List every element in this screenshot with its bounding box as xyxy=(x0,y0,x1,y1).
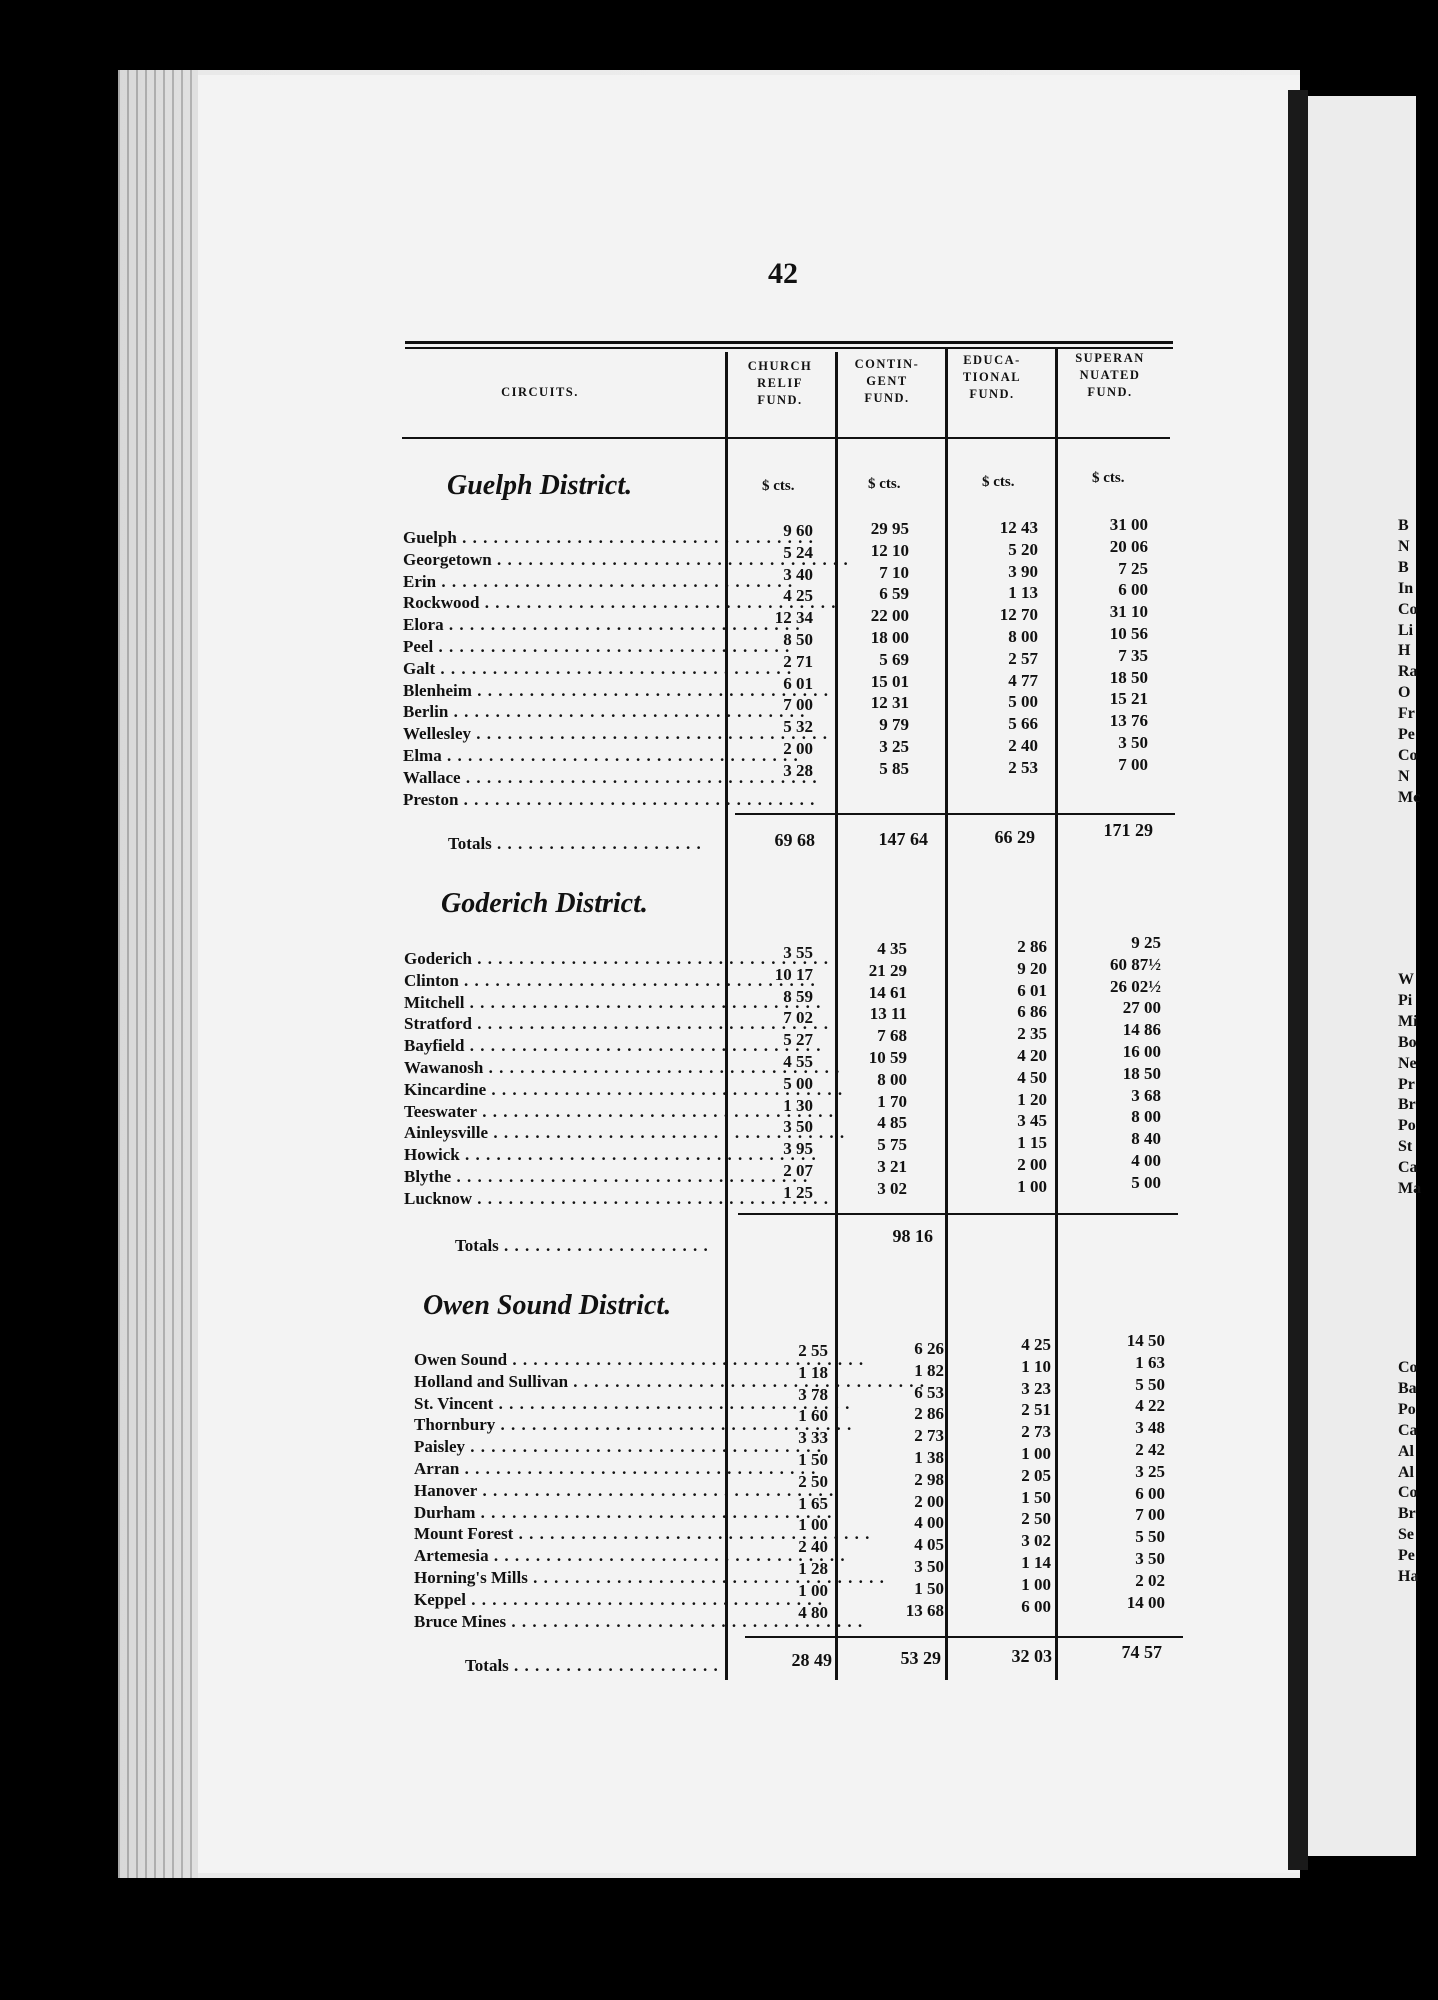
church-relief-value: 1 00 xyxy=(798,1515,828,1535)
contingent-value: 21 29 xyxy=(868,960,907,980)
educational-value: 3 90 xyxy=(1008,561,1038,581)
circuit-name: Berlin . . . xyxy=(403,701,713,723)
owen-sound-total-educational: 32 03 xyxy=(1011,1646,1052,1666)
superannuated-value: 7 25 xyxy=(1118,558,1148,578)
church-relief-value: 1 65 xyxy=(798,1493,828,1513)
contingent-value: 5 75 xyxy=(877,1135,907,1155)
page-number: 42 xyxy=(768,257,798,290)
circuit-name: Horning's Mills . . . xyxy=(414,1567,724,1589)
contingent-value: 13 11 xyxy=(869,1004,907,1024)
contingent-value xyxy=(824,780,909,802)
guelph-educational-values xyxy=(953,517,1038,800)
educational-value: 4 25 xyxy=(1021,1335,1051,1354)
contingent-value: 3 25 xyxy=(879,736,909,756)
circuit-name: Georgetown . . . xyxy=(403,549,713,571)
contingent-value: 4 35 xyxy=(877,939,907,958)
unit-label: $ cts. xyxy=(982,474,1015,490)
church-relief-value: 2 55 xyxy=(798,1341,828,1360)
circuit-name: Mount Forest . . . xyxy=(414,1523,724,1545)
superannuated-value: 15 21 xyxy=(1109,689,1148,709)
contingent-value: 3 02 xyxy=(877,1178,907,1198)
educational-value: 12 43 xyxy=(999,518,1038,537)
church-relief-value: 2 40 xyxy=(798,1537,828,1557)
church-relief-value: 2 50 xyxy=(798,1471,828,1491)
adjacent-page-fragment: Ne xyxy=(1398,1054,1417,1072)
superannuated-value: 2 02 xyxy=(1135,1570,1165,1590)
church-relief-value: 2 07 xyxy=(783,1160,813,1180)
educational-value: 1 00 xyxy=(1017,1176,1047,1196)
adjacent-page-fragment: Po xyxy=(1398,1400,1416,1418)
circuit-name: Wellesley . . . xyxy=(403,723,713,745)
superannuated-value: 10 56 xyxy=(1109,623,1148,643)
superannuated-value: 3 50 xyxy=(1118,732,1148,752)
adjacent-page-fragment: Co xyxy=(1398,1359,1418,1376)
goderich-educational-values xyxy=(962,936,1047,1198)
church-relief-value: 4 55 xyxy=(783,1051,813,1071)
educational-value: 2 73 xyxy=(1021,1422,1051,1442)
superannuated-value: 27 00 xyxy=(1122,998,1161,1018)
owen-sound-church-relief-values xyxy=(743,1340,828,1623)
educational-value: 2 86 xyxy=(1017,937,1047,956)
guelph-total-superannuated: 171 29 xyxy=(1103,820,1153,840)
church-relief-value: 1 18 xyxy=(798,1362,828,1382)
adjacent-page-fragment: Ca xyxy=(1398,1421,1418,1439)
adjacent-page-fragment: St xyxy=(1398,1138,1413,1156)
educational-value: 3 45 xyxy=(1017,1111,1047,1131)
educational-value: 2 05 xyxy=(1021,1465,1051,1485)
contingent-value: 12 10 xyxy=(870,540,909,560)
district-title-guelph: Guelph District. xyxy=(447,470,633,501)
adjacent-page-fragment: Mi xyxy=(1398,1012,1418,1030)
guelph-total-contingent: 147 64 xyxy=(878,829,928,849)
circuit-name: Hanover . . . xyxy=(414,1480,724,1502)
adjacent-page-fragment: Pe xyxy=(1398,1547,1415,1565)
circuit-name: Blenheim . . . xyxy=(403,680,713,702)
circuit-name: Keppel . . . xyxy=(414,1589,724,1611)
church-relief-value xyxy=(728,782,813,804)
adjacent-page-fragment: Co xyxy=(1398,600,1418,618)
goderich-total-contingent: 98 16 xyxy=(892,1226,933,1246)
guelph-totals-rule xyxy=(735,813,1175,815)
superannuated-value: 8 00 xyxy=(1131,1107,1161,1127)
superannuated-value: 3 68 xyxy=(1131,1085,1161,1105)
book-binding xyxy=(1288,90,1308,1870)
contingent-value: 14 61 xyxy=(868,982,907,1002)
owen-sound-total-church: 28 49 xyxy=(791,1650,832,1670)
superannuated-value: 7 00 xyxy=(1118,754,1148,774)
educational-value: 2 50 xyxy=(1021,1509,1051,1529)
church-relief-value: 3 28 xyxy=(783,760,813,780)
superannuated-value xyxy=(1063,776,1148,798)
contingent-value: 9 79 xyxy=(879,715,909,735)
church-relief-value: 3 78 xyxy=(798,1384,828,1404)
superannuated-value: 14 50 xyxy=(1126,1331,1165,1350)
circuit-name: Guelph . . . xyxy=(403,527,713,549)
circuit-name: Ainleysville . . . xyxy=(404,1122,714,1144)
circuit-name: Elora . . . xyxy=(403,614,713,636)
adjacent-page-block-3 xyxy=(1398,1358,1438,1588)
adjacent-page-fragment: Ma xyxy=(1398,1180,1422,1198)
owen-sound-totals-label: Totals . . . xyxy=(465,1656,725,1676)
superannuated-value: 2 42 xyxy=(1135,1439,1165,1459)
church-relief-value: 1 50 xyxy=(798,1449,828,1469)
owen-sound-superannuated-values xyxy=(1080,1330,1165,1613)
adjacent-page xyxy=(1308,96,1422,1856)
column-header-church-relief: CHURCH RELIF FUND. xyxy=(747,359,813,407)
superannuated-value: 20 06 xyxy=(1109,536,1148,556)
contingent-value: 10 59 xyxy=(868,1047,907,1067)
educational-value: 5 20 xyxy=(1008,539,1038,559)
contingent-value: 3 21 xyxy=(877,1156,907,1176)
church-relief-value: 1 60 xyxy=(798,1406,828,1426)
contingent-value: 2 98 xyxy=(914,1469,944,1489)
column-divider-3 xyxy=(945,348,948,1680)
adjacent-page-fragment: Br xyxy=(1398,1096,1416,1114)
contingent-value: 4 00 xyxy=(914,1513,944,1533)
circuit-name: Erin . . . xyxy=(403,571,713,593)
circuit-name: Owen Sound . . . xyxy=(414,1349,724,1371)
superannuated-value: 18 50 xyxy=(1122,1063,1161,1083)
column-header-contingent: CONTIN- GENT FUND. xyxy=(854,357,920,405)
owen-sound-total-superannuated: 74 57 xyxy=(1121,1642,1162,1662)
educational-value: 3 02 xyxy=(1021,1531,1051,1551)
educational-value: 1 10 xyxy=(1021,1356,1051,1376)
educational-value: 4 77 xyxy=(1008,670,1038,690)
contingent-value: 18 00 xyxy=(870,627,909,647)
church-relief-value: 7 02 xyxy=(783,1008,813,1028)
unit-label: $ cts. xyxy=(1092,470,1125,486)
guelph-totals-label: Totals . . . xyxy=(448,834,708,854)
adjacent-page-fragment: N xyxy=(1398,767,1410,785)
church-relief-value: 12 34 xyxy=(774,608,813,628)
superannuated-value: 4 22 xyxy=(1135,1396,1165,1416)
educational-value: 2 51 xyxy=(1021,1400,1051,1420)
superannuated-value: 3 25 xyxy=(1135,1461,1165,1481)
circuit-name: Thornbury . . . xyxy=(414,1414,724,1436)
superannuated-value: 31 10 xyxy=(1109,602,1148,622)
church-relief-value: 3 50 xyxy=(783,1117,813,1137)
superannuated-value: 5 50 xyxy=(1135,1527,1165,1547)
contingent-value: 12 31 xyxy=(870,693,909,713)
contingent-value: 4 05 xyxy=(914,1535,944,1555)
educational-value: 4 20 xyxy=(1017,1045,1047,1065)
educational-value: 1 00 xyxy=(1021,1574,1051,1594)
goderich-contingent-values xyxy=(822,938,907,1200)
church-relief-value: 3 55 xyxy=(783,943,813,962)
column-header-superannuated: SUPERAN NUATED FUND. xyxy=(1075,351,1145,399)
superannuated-value: 6 00 xyxy=(1135,1483,1165,1503)
owen-sound-circuit-list xyxy=(414,1349,724,1632)
contingent-value: 4 85 xyxy=(877,1113,907,1133)
goderich-totals-rule xyxy=(738,1213,1178,1215)
adjacent-page-fragment: Pe xyxy=(1398,726,1415,744)
church-relief-value: 1 30 xyxy=(783,1095,813,1115)
contingent-value: 29 95 xyxy=(870,519,909,538)
circuit-name: Elma . . . xyxy=(403,745,713,767)
superannuated-value: 6 00 xyxy=(1118,580,1148,600)
circuit-name: Wawanosh . . . xyxy=(404,1057,714,1079)
column-header-circuits: CIRCUITS. xyxy=(501,385,579,399)
owen-sound-totals-rule xyxy=(745,1636,1183,1638)
educational-value: 2 35 xyxy=(1017,1024,1047,1044)
educational-value: 9 20 xyxy=(1017,958,1047,978)
adjacent-page-fragment: Pr xyxy=(1398,1075,1415,1093)
circuit-name: Teeswater . . . xyxy=(404,1101,714,1123)
circuit-name: Lucknow . . . xyxy=(404,1188,714,1210)
contingent-value: 2 73 xyxy=(914,1426,944,1446)
goderich-superannuated-values xyxy=(1076,932,1161,1194)
educational-value: 3 23 xyxy=(1021,1378,1051,1398)
goderich-circuit-list xyxy=(404,948,714,1210)
superannuated-value: 14 86 xyxy=(1122,1020,1161,1040)
educational-value: 6 01 xyxy=(1017,980,1047,1000)
superannuated-value: 5 50 xyxy=(1135,1374,1165,1394)
church-relief-value: 7 00 xyxy=(783,695,813,715)
church-relief-value: 1 25 xyxy=(783,1182,813,1202)
adjacent-page-fragment: Bo xyxy=(1398,1033,1417,1051)
church-relief-value: 6 01 xyxy=(783,673,813,693)
circuit-name: Goderich . . . xyxy=(404,948,714,970)
church-relief-value: 4 80 xyxy=(798,1602,828,1622)
circuit-name: Clinton . . . xyxy=(404,970,714,992)
educational-value: 1 13 xyxy=(1008,583,1038,603)
educational-value: 2 00 xyxy=(1017,1154,1047,1174)
superannuated-value: 7 35 xyxy=(1118,645,1148,665)
educational-value: 4 50 xyxy=(1017,1067,1047,1087)
district-title-owen-sound: Owen Sound District. xyxy=(423,1290,672,1321)
church-relief-value: 8 50 xyxy=(783,629,813,649)
adjacent-page-block-1 xyxy=(1398,516,1438,809)
guelph-superannuated-values xyxy=(1063,514,1148,797)
goderich-totals-label: Totals . . . xyxy=(455,1236,715,1256)
adjacent-page-fragment: N xyxy=(1398,537,1410,555)
circuit-name: Preston . . . xyxy=(403,789,713,811)
adjacent-page-fragment: Co xyxy=(1398,1484,1418,1502)
adjacent-page-fragment: Ca xyxy=(1398,1159,1418,1177)
page-edges xyxy=(118,70,198,1878)
superannuated-value: 18 50 xyxy=(1109,667,1148,687)
educational-value: 1 20 xyxy=(1017,1089,1047,1109)
superannuated-value: 26 02½ xyxy=(1110,976,1161,996)
circuit-name: Holland and Sullivan . . . xyxy=(414,1371,724,1393)
adjacent-page-fragment: Mc xyxy=(1398,788,1421,806)
contingent-value: 8 00 xyxy=(877,1069,907,1089)
contingent-value: 6 53 xyxy=(914,1382,944,1402)
superannuated-value: 3 48 xyxy=(1135,1418,1165,1438)
contingent-value: 1 38 xyxy=(914,1447,944,1467)
educational-value: 5 00 xyxy=(1008,692,1038,712)
educational-value: 2 53 xyxy=(1008,757,1038,777)
contingent-value: 7 68 xyxy=(877,1026,907,1046)
educational-value: 6 86 xyxy=(1017,1002,1047,1022)
circuit-name: Mitchell . . . xyxy=(404,992,714,1014)
church-relief-value: 10 17 xyxy=(774,964,813,984)
column-header-educational: EDUCA- TIONAL FUND. xyxy=(962,353,1022,401)
church-relief-value: 3 40 xyxy=(783,564,813,584)
contingent-value: 1 82 xyxy=(914,1360,944,1380)
church-relief-value: 5 27 xyxy=(783,1030,813,1050)
circuit-name: Howick . . . xyxy=(404,1144,714,1166)
guelph-contingent-values xyxy=(824,518,909,801)
educational-value: 1 00 xyxy=(1021,1443,1051,1463)
contingent-value: 5 85 xyxy=(879,758,909,778)
church-relief-value: 5 32 xyxy=(783,717,813,737)
goderich-church-relief-values xyxy=(728,942,813,1204)
circuit-name: Bayfield . . . xyxy=(404,1035,714,1057)
adjacent-page-fragment: B xyxy=(1398,558,1409,576)
adjacent-page-fragment: W xyxy=(1398,971,1414,988)
adjacent-page-fragment: Ra xyxy=(1398,663,1418,681)
educational-value: 8 00 xyxy=(1008,626,1038,646)
educational-value: 5 66 xyxy=(1008,714,1038,734)
contingent-value: 22 00 xyxy=(870,606,909,626)
adjacent-page-fragment: Pi xyxy=(1398,991,1413,1009)
superannuated-value: 9 25 xyxy=(1131,933,1161,952)
district-title-goderich: Goderich District. xyxy=(441,888,648,919)
column-divider-4 xyxy=(1055,348,1058,1680)
educational-value: 1 50 xyxy=(1021,1487,1051,1507)
superannuated-value: 14 00 xyxy=(1126,1592,1165,1612)
church-relief-value: 3 95 xyxy=(783,1139,813,1159)
guelph-total-church: 69 68 xyxy=(774,830,815,850)
adjacent-page-fragment: O xyxy=(1398,684,1411,702)
educational-value: 1 15 xyxy=(1017,1133,1047,1153)
superannuated-value: 3 50 xyxy=(1135,1548,1165,1568)
contingent-value: 2 00 xyxy=(914,1491,944,1511)
contingent-value: 6 26 xyxy=(914,1339,944,1358)
superannuated-value: 5 00 xyxy=(1131,1172,1161,1192)
guelph-circuit-list xyxy=(403,527,713,810)
church-relief-value: 9 60 xyxy=(783,521,813,540)
adjacent-page-fragment: Li xyxy=(1398,621,1414,639)
header-top-rule xyxy=(405,341,1173,344)
circuit-name: Bruce Mines . . . xyxy=(414,1611,724,1633)
adjacent-page-fragment: H xyxy=(1398,642,1411,660)
educational-value: 12 70 xyxy=(999,605,1038,625)
church-relief-value: 1 00 xyxy=(798,1580,828,1600)
unit-label: $ cts. xyxy=(868,476,901,492)
church-relief-value: 2 00 xyxy=(783,738,813,758)
superannuated-value: 7 00 xyxy=(1135,1505,1165,1525)
educational-value xyxy=(953,779,1038,801)
adjacent-page-fragment: Ha xyxy=(1398,1568,1419,1586)
adjacent-page-block-2 xyxy=(1398,970,1438,1200)
circuit-name: Galt . . . xyxy=(403,658,713,680)
circuit-name: Wallace . . . xyxy=(403,767,713,789)
adjacent-page-fragment: Br xyxy=(1398,1505,1416,1523)
superannuated-value: 4 00 xyxy=(1131,1150,1161,1170)
superannuated-value: 8 40 xyxy=(1131,1129,1161,1149)
educational-value: 1 14 xyxy=(1021,1552,1051,1572)
adjacent-page-fragment: Po xyxy=(1398,1117,1416,1135)
educational-value: 6 00 xyxy=(1021,1596,1051,1616)
guelph-total-educational: 66 29 xyxy=(994,827,1035,847)
adjacent-page-fragment: Co xyxy=(1398,746,1418,764)
owen-sound-educational-values xyxy=(966,1334,1051,1617)
adjacent-page-fragment: Se xyxy=(1398,1526,1414,1544)
superannuated-value: 1 63 xyxy=(1135,1352,1165,1372)
educational-value: 2 57 xyxy=(1008,648,1038,668)
church-relief-value: 1 28 xyxy=(798,1558,828,1578)
circuit-name: Paisley . . . xyxy=(414,1436,724,1458)
contingent-value: 1 50 xyxy=(914,1578,944,1598)
church-relief-value: 4 25 xyxy=(783,586,813,606)
circuit-name: Blythe . . . xyxy=(404,1166,714,1188)
superannuated-value: 13 76 xyxy=(1109,711,1148,731)
educational-value: 2 40 xyxy=(1008,735,1038,755)
contingent-value: 15 01 xyxy=(870,671,909,691)
adjacent-page-fragment: Al xyxy=(1398,1442,1414,1460)
church-relief-value: 8 59 xyxy=(783,986,813,1006)
church-relief-value: 5 00 xyxy=(783,1073,813,1093)
circuit-name: Rockwood . . . xyxy=(403,592,713,614)
superannuated-value: 31 00 xyxy=(1109,515,1148,534)
adjacent-page-fragment: In xyxy=(1398,579,1414,597)
superannuated-value: 16 00 xyxy=(1122,1041,1161,1061)
church-relief-value: 3 33 xyxy=(798,1428,828,1448)
contingent-value: 5 69 xyxy=(879,649,909,669)
circuit-name: Artemesia . . . xyxy=(414,1545,724,1567)
unit-label: $ cts. xyxy=(762,478,795,494)
contingent-value: 1 70 xyxy=(877,1091,907,1111)
circuit-name: Arran . . . xyxy=(414,1458,724,1480)
adjacent-page-fragment: Fr xyxy=(1398,705,1415,723)
owen-sound-total-contingent: 53 29 xyxy=(900,1648,941,1668)
church-relief-value: 5 24 xyxy=(783,542,813,562)
adjacent-page-fragment: Ba xyxy=(1398,1379,1417,1397)
circuit-name: Durham . . . xyxy=(414,1502,724,1524)
guelph-church-relief-values xyxy=(728,520,813,803)
adjacent-page-fragment: B xyxy=(1398,517,1409,534)
owen-sound-contingent-values xyxy=(859,1338,944,1621)
contingent-value: 3 50 xyxy=(914,1556,944,1576)
adjacent-page-fragment: Al xyxy=(1398,1463,1414,1481)
church-relief-value: 2 71 xyxy=(783,651,813,671)
circuit-name: Kincardine . . . xyxy=(404,1079,714,1101)
superannuated-value: 60 87½ xyxy=(1110,954,1161,974)
contingent-value: 6 59 xyxy=(879,584,909,604)
circuit-name: Peel . . . xyxy=(403,636,713,658)
contingent-value: 2 86 xyxy=(914,1404,944,1424)
circuit-name: Stratford . . . xyxy=(404,1013,714,1035)
contingent-value: 13 68 xyxy=(905,1600,944,1620)
contingent-value: 7 10 xyxy=(879,562,909,582)
circuit-name: St. Vincent . . . xyxy=(414,1393,724,1415)
